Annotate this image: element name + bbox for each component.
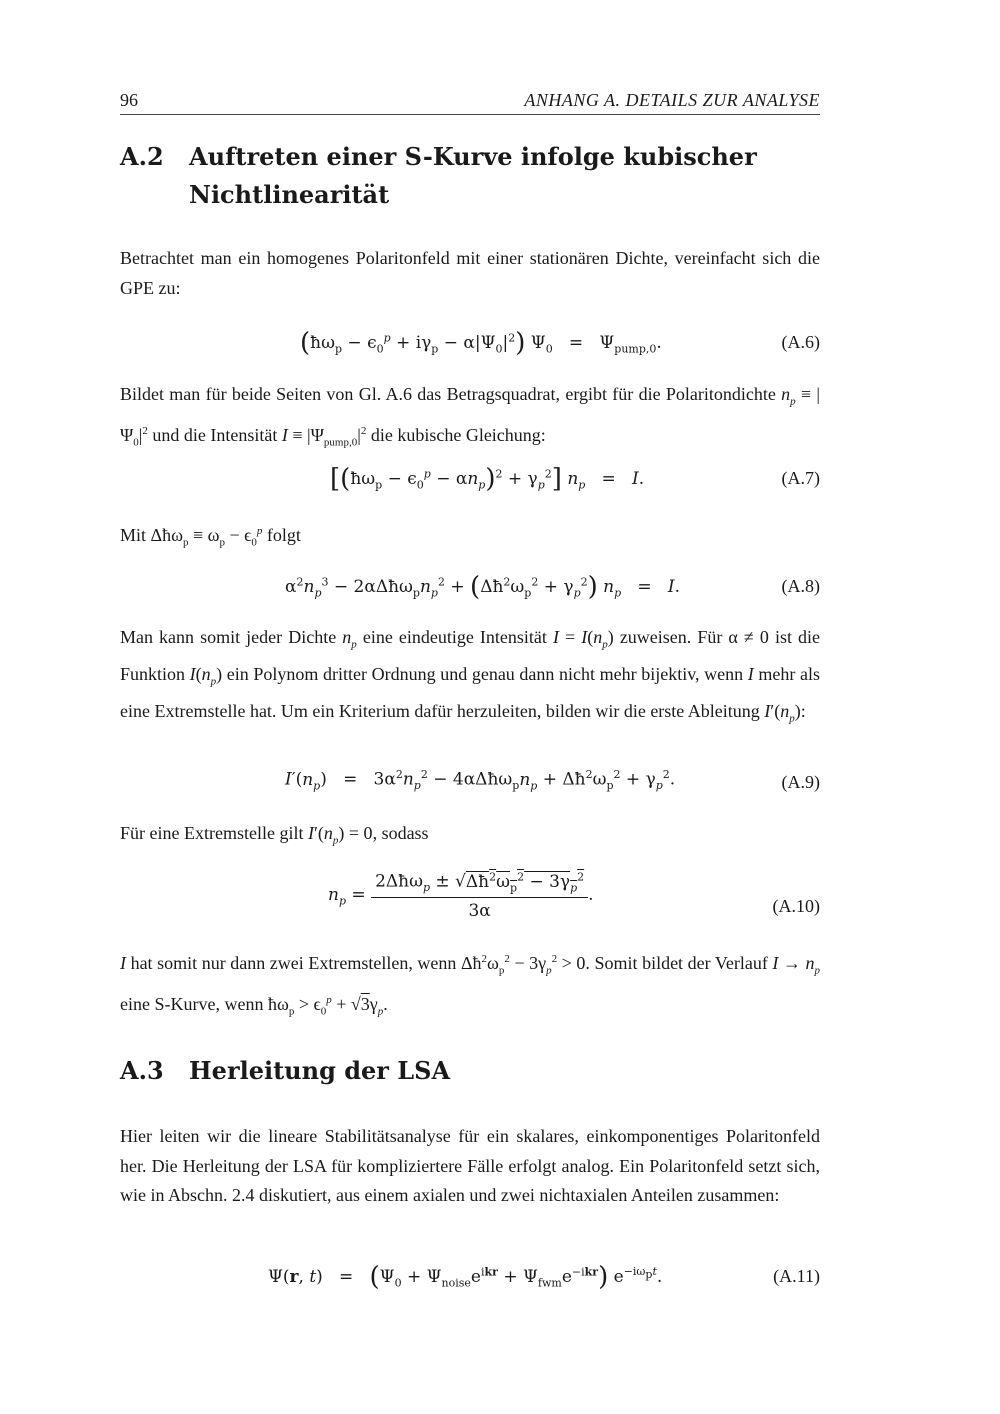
section-title: Herleitung der LSA <box>189 1056 451 1085</box>
equation-body: $(ħ\omega_p - \epsilon_0^p + i\gamma_p - \alpha|\Psi_0|^2) \Psi_0 = \Psi_{pump,0}$. <box>300 328 662 358</box>
page-number: 96 <box>120 90 138 110</box>
paragraph-mit: Mit Δħω$_p$ ≡ $\omega_p - \epsilon_0^p$ folgt <box>120 525 301 549</box>
equation-number: (A.10) <box>772 896 820 916</box>
page-header <box>120 88 820 115</box>
section-number: A.3 <box>120 1056 164 1085</box>
paragraph-extremstelle: Für eine Extremstelle gilt $I'(n_p) = 0$, sodass <box>120 823 429 847</box>
running-title: ANHANG A. DETAILS ZUR ANALYSE <box>524 90 820 110</box>
equation-a6 <box>120 328 820 364</box>
equation-a10 <box>120 870 820 934</box>
equation-body: $\alpha^2n_p^3$ − $2\alpha\Delta ħ\omega_pn_p^2$ + $(\Delta ħ^2\omega_p^2 + \gamma_p^2) n_p = I$. <box>285 572 680 602</box>
section-heading-a3 <box>120 1052 830 1092</box>
section-heading-a2 <box>120 138 830 218</box>
equation-body: $[(ħ\omega_p - \epsilon_0^p - \alpha n_p)^2 + \gamma_p^2] n_p = I$. <box>330 464 645 494</box>
paragraph-intro: Betrachtet man ein homogenes Polaritonfeld mit einer stationären Dichte, vereinfacht sich die GPE zu: <box>120 248 820 298</box>
equation-a7 <box>120 464 820 500</box>
equation-number: (A.7) <box>781 468 820 488</box>
equation-body: $I'(n_p) = 3\alpha^2n_p^2$ − $4\alpha\Delta ħ\omega_pn_p$ + $\Delta ħ^2\omega_p^2 + \gamma_p^2$. <box>285 768 676 793</box>
equation-number: (A.9) <box>781 772 820 792</box>
equation-a8 <box>120 572 820 608</box>
equation-body: Ψ(r, $t) = (\Psi_0 + \Psi_{noise}e^{ikr} + \Psi_{fwm}e^{-ikr})$ $e^{-i\omega_pt}$. <box>268 1262 663 1292</box>
equation-number: (A.11) <box>773 1266 820 1286</box>
paragraph-bijektiv: Man kann somit jeder Dichte $n_p$ eine eindeutige Intensität $I = I(n_p)$ zuweisen. Für α ≠ 0 ist die Funktion $I(n_p)$ ein Polynom dritter Ordnung und genau dann nicht mehr bijektiv, wenn I mehr als eine Extremstelle hat. Um ein Kriterium dafür herzuleiten, bilden wir die erste Ableitung $I'(n_p)$: <box>120 627 821 725</box>
equation-body: $n_p$ = $\frac{2\Delta ħ\omega_p \pm √\Delta ħ^2\omega_p^2 - 3\gamma_p^2}{3\alpha}$ . <box>328 870 594 922</box>
paragraph-betragsquadrat: Bildet man für beide Seiten von Gl. A.6 das Betragsquadrat, ergibt für die Polaritondichte $n_p \equiv |\Psi_0|^2$ und die Intensität $I \equiv |\Psi_{pump,0}|^2$ die kubische Gleichung: <box>120 384 820 449</box>
equation-a9 <box>120 768 820 804</box>
paragraph-s-kurve: I hat somit nur dann zwei Extremstellen, wenn $\Delta ħ^2\omega_p^2 - 3\gamma_p^2 > 0$. Somit bildet der Verlauf $I \to n_p$ eine S-Kurve, wenn $ħ\omega_p > \epsilon_0^p + √3\gamma_p$. <box>120 953 821 1018</box>
section-title: Auftreten einer S-Kurve infolge kubischer Nichtlinearität <box>189 142 757 209</box>
equation-number: (A.6) <box>781 332 820 352</box>
paragraph-lsa: Hier leiten wir die lineare Stabilitätsanalyse für ein skalares, einkomponentiges Polaritonfeld her. Die Herleitung der LSA für kompliziertere Fälle erfolgt analog. Ein Polaritonfeld setzt sich, wie in Abschn. 2.4 diskutiert, aus einem axialen und zwei nichtaxialen Anteilen zusammen: <box>120 1126 820 1205</box>
equation-a11 <box>120 1262 820 1298</box>
equation-number: (A.8) <box>781 576 820 596</box>
section-number: A.2 <box>120 142 164 171</box>
